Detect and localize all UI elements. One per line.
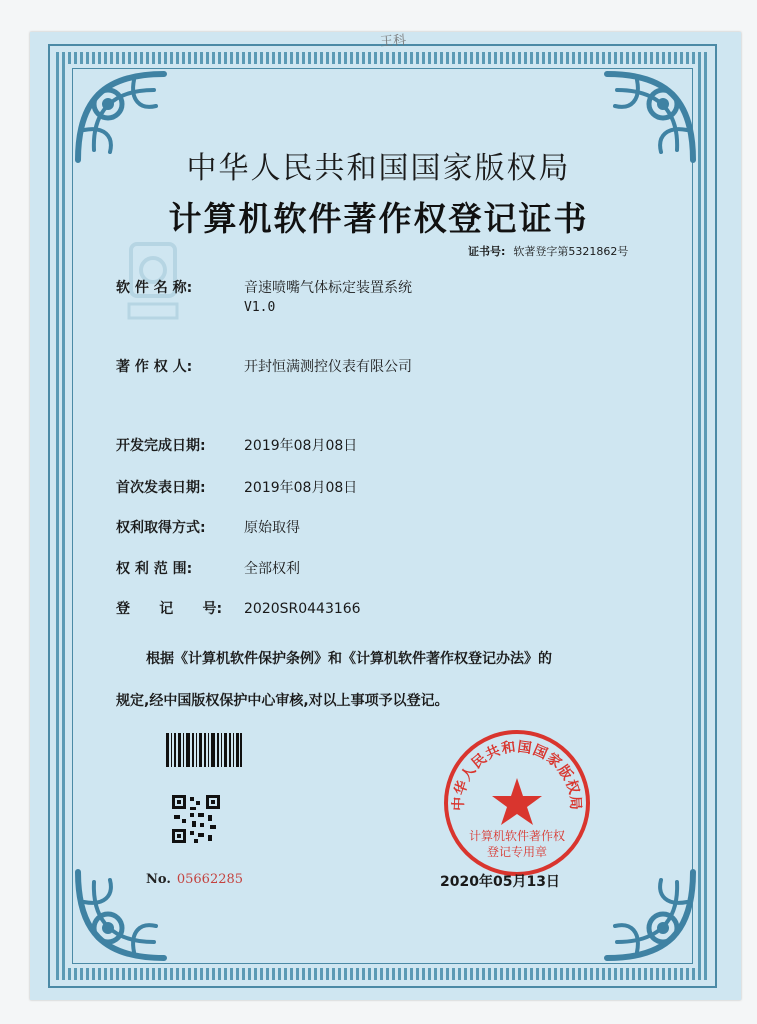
field-value: 开封恒满测控仪表有限公司: [244, 359, 412, 375]
field-label: 权利取得方式:: [116, 520, 206, 536]
issue-date: 2020年05月13日: [440, 874, 560, 890]
field-acquisition-method: [116, 517, 300, 537]
seal-arc-text: 中华人民共和国国家版权局: [450, 739, 584, 812]
official-seal: [442, 728, 592, 878]
statement-line-1: 根据《计算机软件保护条例》和《计算机软件著作权登记办法》的: [146, 651, 552, 667]
field-value: 2019年08月08日: [244, 480, 358, 496]
field-value: 全部权利: [244, 561, 300, 577]
field-software-name: [116, 277, 412, 297]
serial-number: [146, 872, 243, 887]
field-registration-number: [116, 598, 361, 618]
field-rights-scope: [116, 558, 300, 578]
field-copyright-owner: [116, 356, 412, 376]
serial-number-label: No.: [146, 872, 171, 887]
certificate-title: 计算机软件著作权登记证书: [168, 199, 589, 238]
seal-star-icon: [492, 778, 542, 825]
field-first-publish-date: [116, 477, 357, 497]
serial-number-value: 05662285: [176, 872, 244, 887]
field-label: 首次发表日期:: [116, 480, 206, 496]
statement-line-2: 规定,经中国版权保护中心审核,对以上事项予以登记。: [116, 693, 449, 709]
seal-center-line-1: 计算机软件著作权: [468, 829, 566, 843]
field-label: 软 件 名 称:: [116, 280, 193, 296]
field-value: 2019年08月08日: [244, 438, 358, 454]
issuer-title: 中华人民共和国国家版权局: [186, 151, 571, 186]
qr-code-icon: [172, 795, 220, 843]
corner-ornament-bottom-right: [587, 852, 707, 972]
certificate-number-label: 证书号:: [468, 245, 506, 258]
corner-ornament-bottom-left: [64, 852, 184, 972]
field-label: 著 作 权 人:: [116, 359, 193, 375]
field-label: 开发完成日期:: [116, 438, 206, 454]
certificate-number: [468, 243, 628, 259]
field-value: 2020SR0443166: [244, 601, 361, 617]
field-label: 登 记 号:: [116, 601, 223, 617]
field-label: 权 利 范 围:: [116, 561, 193, 577]
seal-center-line-2: 登记专用章: [486, 845, 548, 859]
certificate-number-value: 软著登字第5321862号: [513, 245, 629, 258]
barcode-icon: [166, 733, 242, 767]
handwritten-mark: 王科: [379, 33, 407, 50]
field-value: 音速喷嘴气体标定装置系统: [244, 280, 412, 296]
software-version: V1.0: [244, 300, 276, 315]
field-completion-date: [116, 435, 357, 455]
field-value: 原始取得: [244, 520, 300, 536]
